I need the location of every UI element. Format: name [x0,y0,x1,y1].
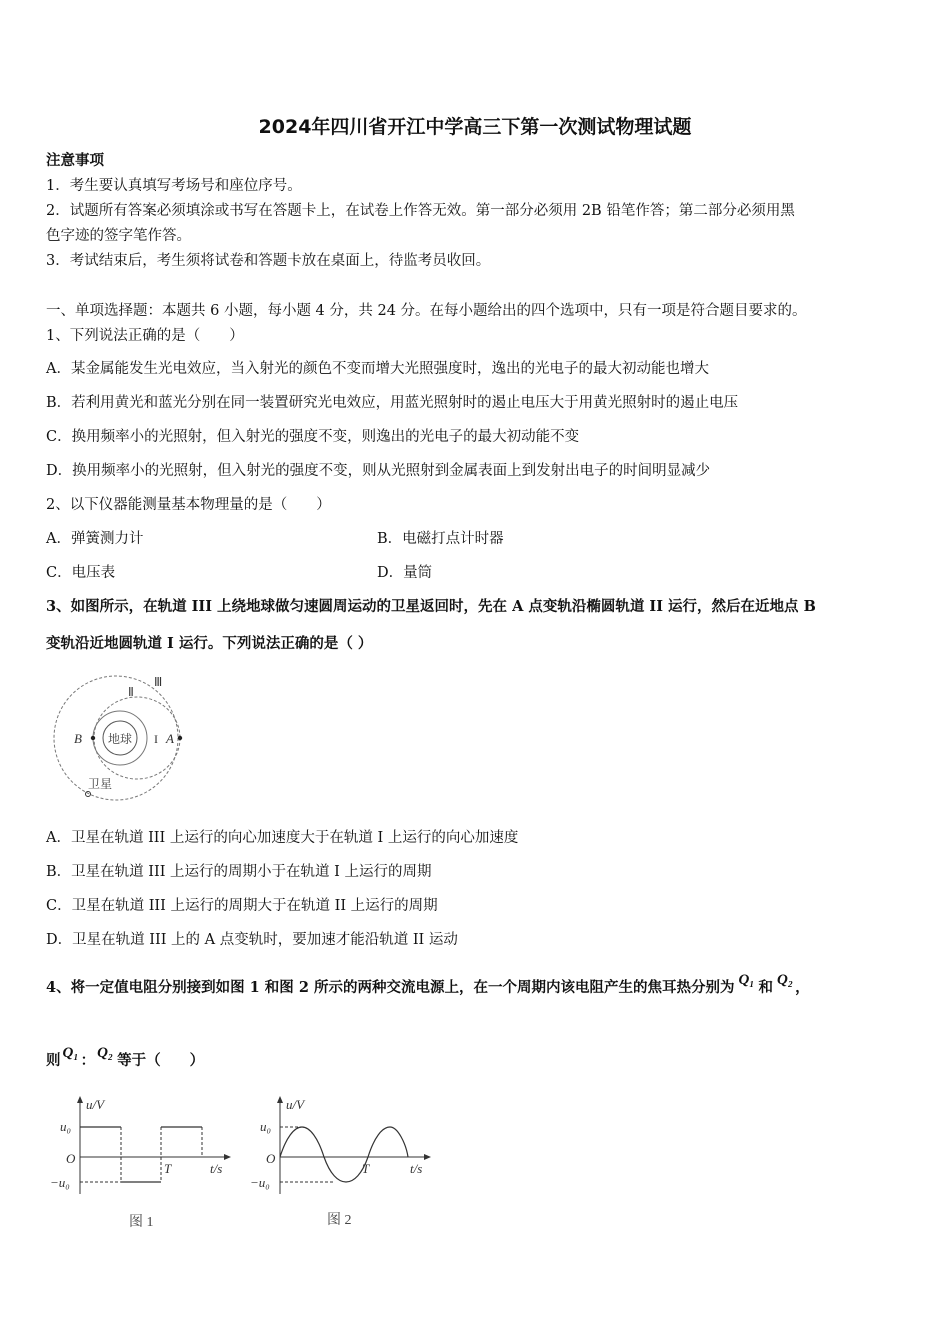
fig2-period-label: T [362,1161,370,1176]
q2-option-d: D．量筒 [377,565,433,581]
notice-item-2-cont: 色字迹的签字笔作答。 [46,228,191,244]
q4-stem-line2 [46,1045,205,1071]
page-title: 2024年四川省开江中学高三下第一次测试物理试题 [258,116,692,138]
q3-stem-line1: 3、如图所示，在轨道 III 上绕地球做匀速圆周运动的卫星返回时，先在 A 点变轨沿椭圆轨道 II 运行，然后在近地点 B [46,598,816,615]
q2-option-a: A．弹簧测力计 [46,531,144,547]
orbit-1-label: I [154,732,158,746]
fig2-neg-u0-label: −u₀ [250,1175,270,1190]
q4-ratio-sep: ： [80,1052,96,1069]
fig2-u0-label: u₀ [260,1119,272,1134]
fig1-ylabel: u/V [86,1097,105,1112]
fig1-period-label: T [164,1161,172,1176]
q4-equals: 等于（ ） [117,1052,205,1069]
q3-option-b: B．卫星在轨道 III 上运行的周期小于在轨道 I 上运行的周期 [46,864,432,880]
point-a-dot [178,736,182,740]
q2-option-c: C．电压表 [46,565,116,581]
fig1-u0-label: u₀ [60,1119,72,1134]
q1-stem: 1、下列说法正确的是（ ） [46,328,244,344]
q4-ratio-q2: Q₂ [97,1045,114,1061]
q4-then: 则 [46,1052,61,1069]
point-a-label: A [166,731,174,746]
q3-option-d: D．卫星在轨道 III 上的 A 点变轨时，要加速才能沿轨道 II 运动 [46,932,458,948]
earth-label: 地球 [107,732,133,746]
fig1-neg-u0-label: −u₀ [50,1175,70,1190]
q4-q1-symbol: Q₁ [738,972,755,988]
section-heading: 一、单项选择题：本题共 6 小题，每小题 4 分，共 24 分。在每小题给出的四个选项中，只有一项是符合题目要求的。 [46,303,807,319]
satellite-dot [86,792,91,797]
notice-item-3: 3．考试结束后，考生须将试卷和答题卡放在桌面上，待监考员收回。 [46,253,491,269]
fig1-origin-label: O [66,1151,76,1166]
q3-stem-line2: 变轨沿近地圆轨道 I 运行。下列说法正确的是（ ） [46,635,373,652]
q2-stem: 2、以下仪器能测量基本物理量的是（ ） [46,497,331,513]
q3-option-c: C．卫星在轨道 III 上运行的周期大于在轨道 II 上运行的周期 [46,898,438,914]
q1-option-a: A．某金属能发生光电效应，当入射光的颜色不变而增大光照强度时，逸出的光电子的最大初动能也增大 [46,361,709,377]
fig1-wave-edges [121,1127,202,1182]
q4-stem-line1 [46,972,810,998]
satellite-label: 卫星 [88,777,113,791]
q4-comma: ， [795,979,810,996]
q1-option-d: D．换用频率小的光照射，但入射光的强度不变，则从光照射到金属表面上到发射出电子的时间明显减少 [46,463,711,479]
notice-heading: 注意事项 [46,152,104,169]
fig2-ylabel: u/V [286,1097,305,1112]
notice-item-2: 2．试题所有答案必须填涂或书写在答题卡上，在试卷上作答无效。第一部分必须用 2B 铅笔作答；第二部分必须用黑 [46,203,795,219]
q1-option-b: B．若利用黄光和蓝光分别在同一装置研究光电效应，用蓝光照射时的遏止电压大于用黄光照射时的遏止电压 [46,395,739,411]
orbit-figure [50,668,200,804]
q4-and: 和 [758,979,774,996]
q4-stem-main: 4、将一定值电阻分别接到如图 1 和图 2 所示的两种交流电源上，在一个周期内该电阻产生的焦耳热分别为 [46,979,735,996]
q1-option-c: C．换用频率小的光照射，但入射光的强度不变，则逸出的光电子的最大初动能不变 [46,429,580,445]
fig2-sine-curve [280,1127,408,1182]
q4-q2-symbol: Q₂ [777,972,794,988]
fig2-caption: 图 2 [327,1213,352,1228]
q3-option-a: A．卫星在轨道 III 上运行的向心加速度大于在轨道 I 上运行的向心加速度 [46,830,519,846]
point-b-label: B [74,731,82,746]
q2-option-b: B．电磁打点计时器 [377,531,504,547]
orbit-2-label: Ⅱ [128,685,134,699]
fig2-guides [280,1127,334,1182]
notice-item-1: 1．考生要认真填写考场号和座位序号。 [46,178,302,194]
point-b-dot [91,736,95,740]
figure-2-sine-wave [244,1094,444,1239]
q4-ratio-q1: Q₁ [62,1045,79,1061]
fig1-xlabel: t/s [210,1161,223,1176]
orbit-3-label: Ⅲ [154,675,163,689]
fig1-caption: 图 1 [129,1215,154,1230]
figure-1-square-wave [44,1094,244,1239]
fig2-xlabel: t/s [410,1161,423,1176]
fig2-origin-label: O [266,1151,276,1166]
